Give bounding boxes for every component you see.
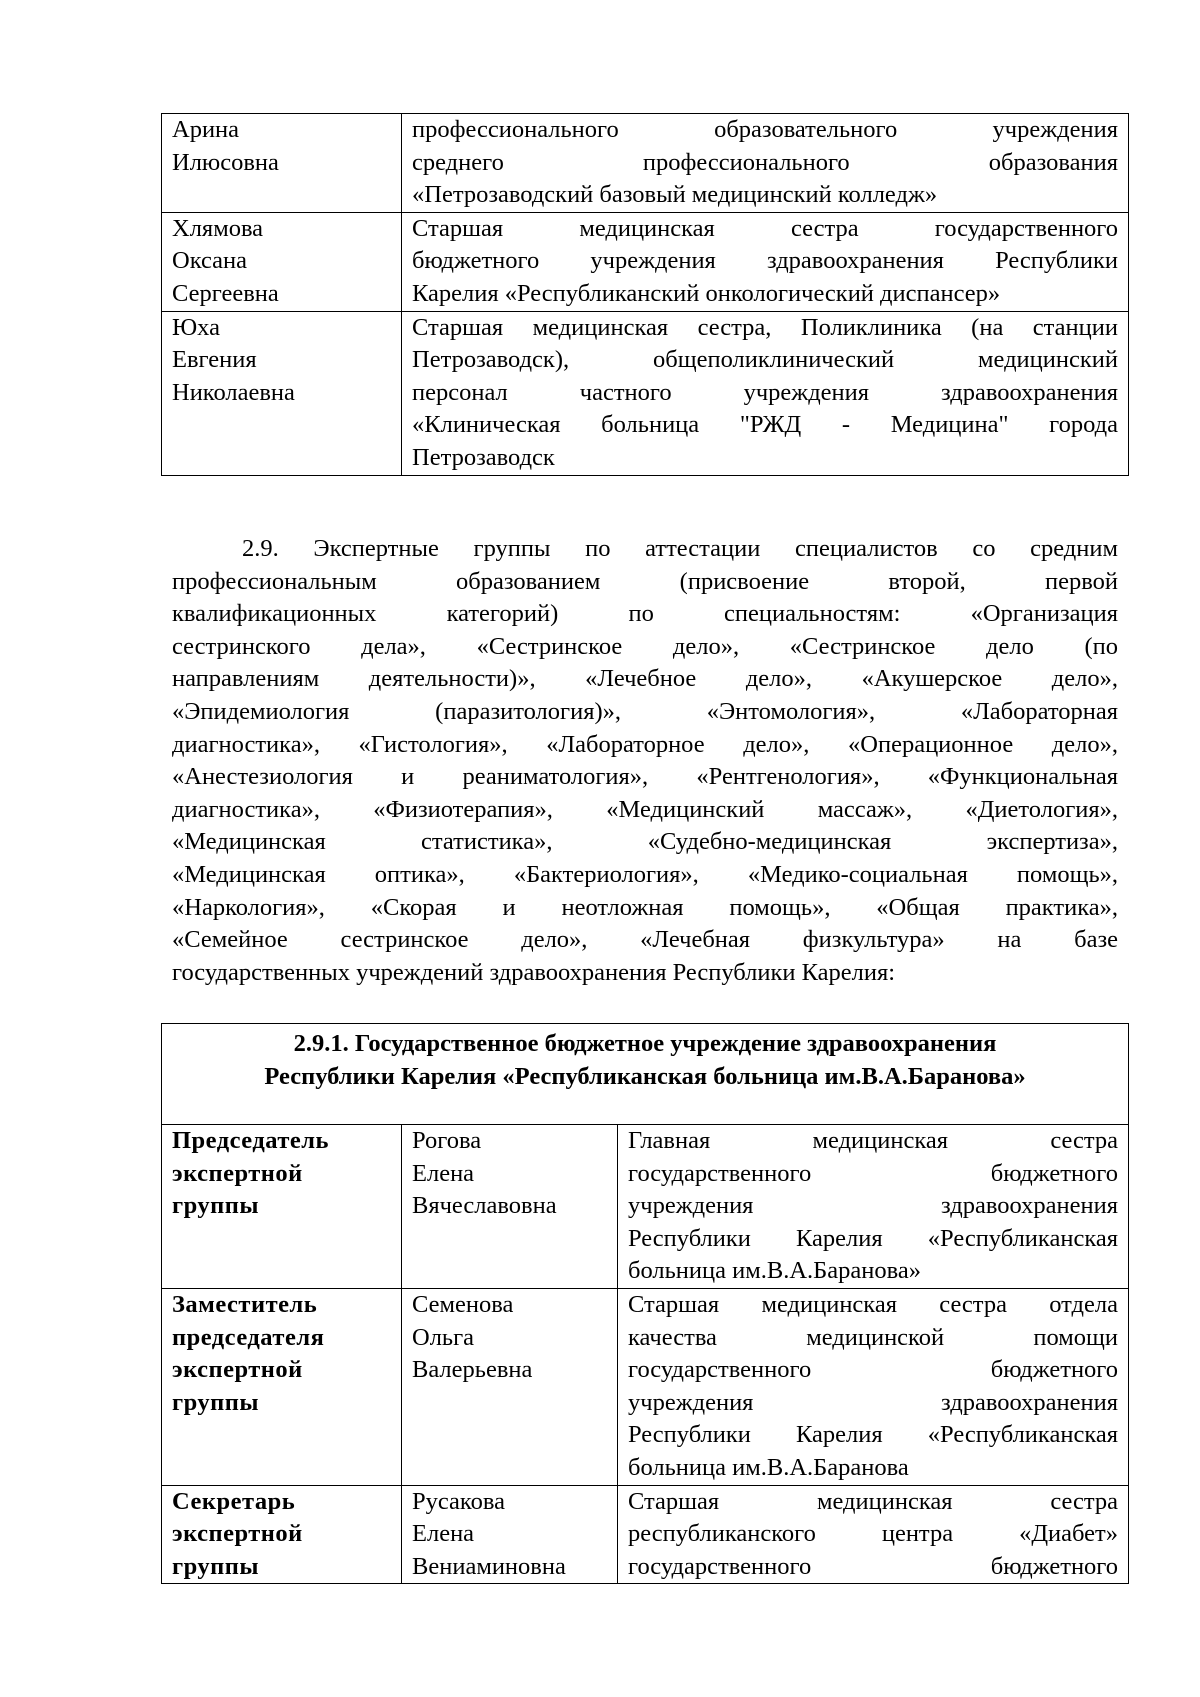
text-line: Арина (172, 116, 240, 143)
member-position-cell (618, 1125, 1129, 1289)
text-line: бюджетного учреждения здравоохранения Республики (412, 247, 1118, 275)
text-line: председателя (172, 1323, 325, 1351)
text-line: Илюсовна (172, 148, 279, 176)
text-line: учреждения здравоохранения (628, 1388, 1118, 1416)
paragraph-line: «Наркология», «Скорая и неотложная помощь», «Общая практика», (172, 893, 1118, 921)
expert-group-heading (162, 1024, 1129, 1125)
members-table-continued (161, 113, 1129, 476)
member-position-cell (618, 1288, 1129, 1485)
paragraph-line: 2.9. Экспертные группы по аттестации специалистов со средним (242, 535, 1118, 562)
text-line: Старшая медицинская сестра государственного (412, 214, 1118, 242)
text-line: Вячеславовна (412, 1192, 557, 1220)
text-line: Старшая медицинская сестра отдела (628, 1290, 1118, 1318)
role-cell (162, 1125, 402, 1289)
text-line: Председатель (172, 1127, 329, 1154)
text-line: больница им.В.А.Баранова (628, 1453, 909, 1481)
text-line: государственного бюджетного (628, 1159, 1118, 1187)
text-line: группы (172, 1552, 260, 1580)
text-line: Русакова (412, 1487, 505, 1515)
text-line: Карелия «Республиканский онкологический диспансер» (412, 279, 1001, 307)
text-line: Оксана (172, 247, 248, 275)
text-line: государственного бюджетного (628, 1552, 1118, 1580)
expert-group-heading-row (162, 1024, 1129, 1125)
text-line: Секретарь (172, 1487, 296, 1515)
text-line: группы (172, 1388, 260, 1416)
paragraph-line: направлениям деятельности)», «Лечебное дело», «Акушерское дело», (172, 665, 1118, 693)
paragraph-line: сестринского дела», «Сестринское дело», «Сестринское дело (по (172, 632, 1118, 660)
paragraph-line: «Эпидемиология (паразитология)», «Энтомология», «Лабораторная (172, 697, 1118, 725)
table-row (162, 212, 1129, 311)
text-line: Республики Карелия «Республиканская (628, 1421, 1118, 1449)
member-position-cell (618, 1485, 1129, 1584)
paragraph-line: «Анестезиология и реаниматология», «Рентгенология», «Функциональная (172, 763, 1118, 791)
text-line: «Клиническая больница "РЖД - Медицина" города (412, 411, 1118, 439)
member-name-cell (162, 212, 402, 311)
paragraph-line: диагностика», «Гистология», «Лабораторное дело», «Операционное дело», (172, 730, 1118, 758)
paragraph-line: «Семейное сестринское дело», «Лечебная физкультура» на базе (172, 926, 1118, 954)
text-line: Елена (412, 1520, 475, 1548)
paragraph-line: государственных учреждений здравоохранения Республики Карелия: (172, 958, 896, 986)
text-line: Сергеевна (172, 279, 279, 307)
member-name-cell (402, 1125, 618, 1289)
text-line: «Петрозаводский базовый медицинский колледж» (412, 181, 938, 209)
member-position-cell (402, 212, 1129, 311)
member-position-cell (402, 311, 1129, 475)
section-2-9-paragraph (172, 533, 1118, 989)
text-line: группы (172, 1192, 260, 1220)
text-line: Старшая медицинская сестра (628, 1487, 1118, 1515)
text-line: Елена (412, 1159, 475, 1187)
text-line: Старшая медицинская сестра, Поликлиника (на станции (412, 313, 1118, 341)
expert-group-table (161, 1023, 1129, 1584)
text-line: персонал частного учреждения здравоохранения (412, 378, 1118, 406)
text-line: экспертной (172, 1356, 303, 1384)
member-name-cell (402, 1485, 618, 1584)
text-line: учреждения здравоохранения (628, 1192, 1118, 1220)
text-line: республиканского центра «Диабет» (628, 1520, 1118, 1548)
paragraph-line: «Медицинская статистика», «Судебно-медицинская экспертиза», (172, 828, 1118, 856)
table-row (162, 1485, 1129, 1584)
table-row (162, 311, 1129, 475)
text-line: Петрозаводск), общеполиклинический медицинский (412, 346, 1118, 374)
table-row (162, 1125, 1129, 1289)
text-line: больница им.В.А.Баранова» (628, 1257, 921, 1285)
text-line: Главная медицинская сестра (628, 1127, 1118, 1154)
paragraph-line: квалификационных категорий) по специальностям: «Организация (172, 600, 1118, 628)
text-line: среднего профессионального образования (412, 148, 1118, 176)
role-cell (162, 1288, 402, 1485)
text-line: экспертной (172, 1520, 303, 1548)
table-row (162, 114, 1129, 213)
text-line: Николаевна (172, 378, 295, 406)
paragraph-line: «Медицинская оптика», «Бактериология», «Медико-социальная помощь», (172, 860, 1118, 888)
text-line: качества медицинской помощи (628, 1323, 1118, 1351)
members-table-body (162, 114, 1129, 476)
text-line: Евгения (172, 346, 257, 374)
paragraph-line: профессиональным образованием (присвоение второй, первой (172, 567, 1118, 595)
text-line: Юха (172, 313, 220, 341)
text-line: экспертной (172, 1159, 303, 1187)
member-name-cell (162, 311, 402, 475)
text-line: Рогова (412, 1127, 482, 1154)
role-cell (162, 1485, 402, 1584)
text-line: Валерьевна (412, 1356, 533, 1384)
text-line: Хлямова (172, 214, 264, 242)
table-row (162, 1288, 1129, 1485)
text-line: профессионального образовательного учреждения (412, 116, 1118, 143)
text-line: Заместитель (172, 1290, 318, 1318)
text-line: Петрозаводск (412, 443, 555, 471)
member-name-cell (402, 1288, 618, 1485)
text-line: Семенова (412, 1290, 514, 1318)
text-line: Республики Карелия «Республиканская (628, 1224, 1118, 1252)
heading-line: 2.9.1. Государственное бюджетное учреждение здравоохранения (293, 1030, 997, 1057)
expert-group-table-body (162, 1024, 1129, 1584)
member-name-cell (162, 114, 402, 213)
text-line: Вениаминовна (412, 1552, 566, 1580)
text-line: государственного бюджетного (628, 1356, 1118, 1384)
member-position-cell (402, 114, 1129, 213)
heading-line: Республики Карелия «Республиканская больница им.В.А.Баранова» (264, 1062, 1026, 1090)
text-line: Ольга (412, 1323, 475, 1351)
paragraph-line: диагностика», «Физиотерапия», «Медицинский массаж», «Диетология», (172, 795, 1118, 823)
